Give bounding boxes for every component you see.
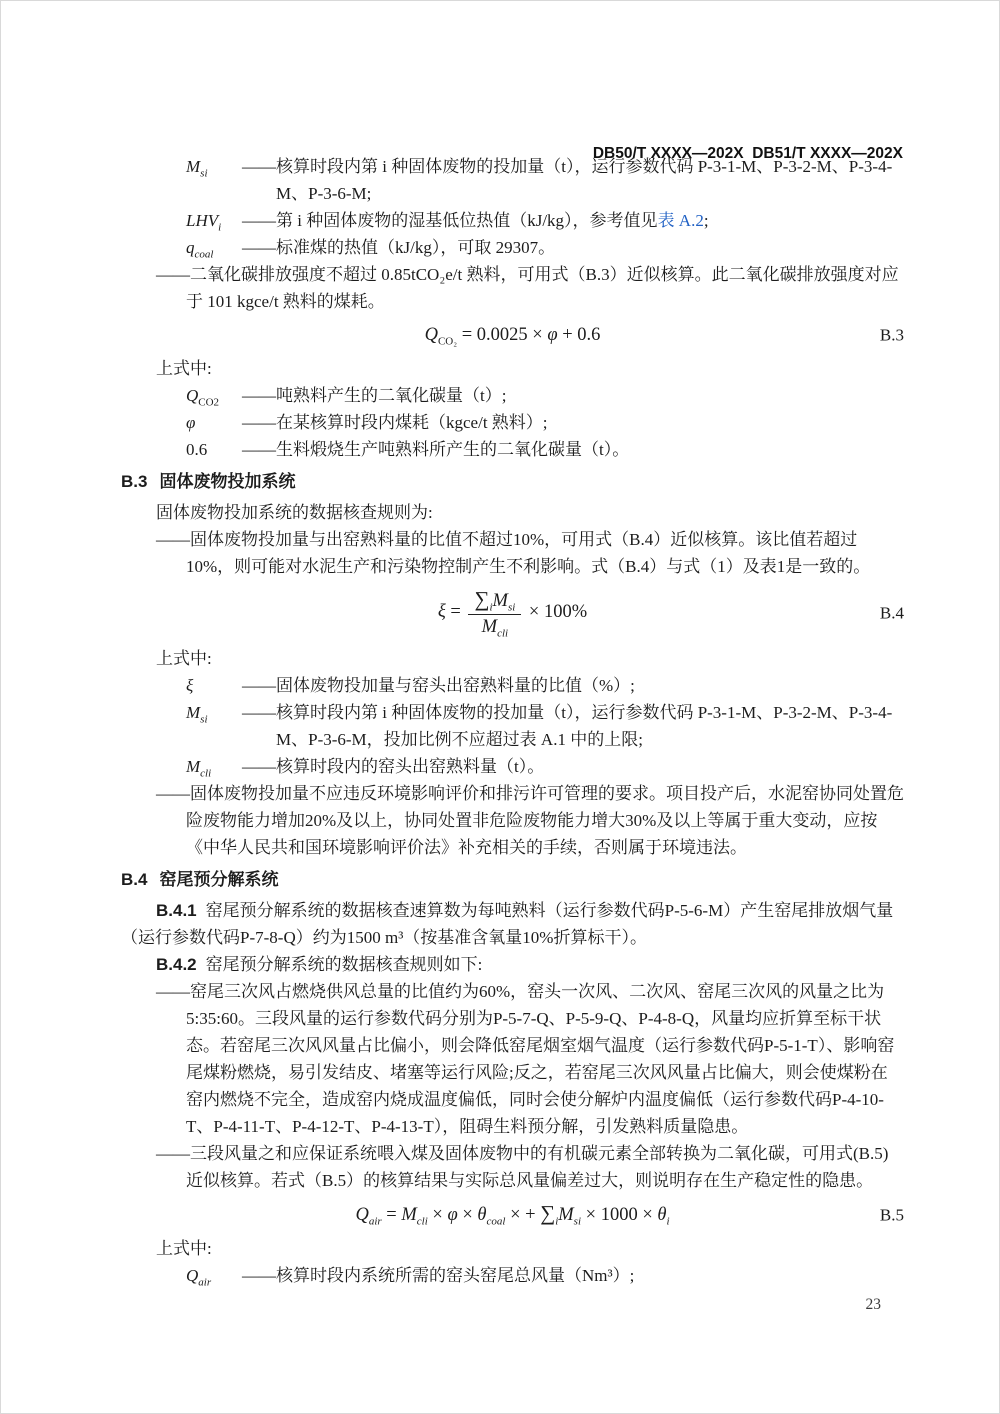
symbol-subscript: CO2 — [198, 396, 220, 409]
section-heading-b4 — [121, 866, 904, 893]
above-formula-label: 上式中: — [156, 1239, 212, 1259]
symbol-term — [186, 753, 242, 780]
clause-number: B.4.1 — [156, 901, 197, 921]
definition-text: ——核算时段内系统所需的窑头窑尾总风量（Nm³）; — [242, 1266, 635, 1286]
symbol: M — [186, 757, 201, 777]
content-area — [121, 153, 904, 1289]
definition-text: ——吨熟料产生的二氧化碳量（t）; — [242, 386, 507, 405]
definition-text-pre: ——第 i 种固体废物的湿基低位热值（kJ/kg），参考值见 — [242, 211, 658, 230]
equation-number: B.3 — [879, 325, 904, 345]
dash-list-item-wind-sum: ——三段风量之和应保证系统喂入煤及固体废物中的有机碳元素全部转换为二氧化碳，可用式(B.5)近似核算。若式（B.5）的核算结果与实际总风量偏差过大，则说明存在生产稳定性的隐患。 — [156, 1144, 889, 1191]
symbol: 0.6 — [186, 440, 208, 459]
formula-b4 — [121, 586, 904, 639]
definition-item-msi — [186, 153, 904, 207]
definition-item-xi — [186, 672, 904, 699]
dash-list-item-environment-rule: ——固体废物投加量不应违反环境影响评价和排污许可管理的要求。项目投产后，水泥窑协同处置危险废物能力增加20%及以上，协同处置非危险废物能力增大30%及以上等属于重大变动，应按《中华人民共和国环境影响评价法》补充相关的手续，否则属于环境违法。 — [156, 784, 904, 858]
definition-item-lhv — [186, 207, 904, 234]
formula-subscript: i — [555, 1215, 559, 1228]
above-formula-label: 上式中: — [156, 649, 212, 669]
formula-subscript: cli — [497, 627, 509, 640]
dash-list-item-ratio-rule: ——固体废物投加量与出窑熟料量的比值不超过10%，可用式（B.4）近似核算。该比值若超过10%，则可能对水泥生产和污染物控制产生不利影响。式（B.4）与式（1）及表1是一致的。 — [156, 530, 871, 576]
formula-subscript: cli — [416, 1215, 428, 1228]
formula-operator: × — [427, 1205, 448, 1226]
formula-subscript: air — [368, 1215, 382, 1228]
section-heading-b3 — [121, 468, 904, 495]
formula-var: M — [481, 617, 498, 638]
symbol-term — [186, 382, 242, 409]
symbol-term — [186, 234, 242, 261]
dash-list-item-co2-intensity: ——二氧化碳排放强度不超过 0.85tCO₂e/t 熟料，可用式（B.3）近似核算。此二氧化碳排放强度对应于 101 kgce/t 熟料的煤耗。 — [156, 265, 899, 311]
formula-b3 — [121, 321, 904, 349]
formula-b5-expression — [355, 1201, 670, 1228]
formula-subscript: si — [573, 1215, 582, 1228]
symbol: ξ — [186, 676, 194, 696]
definition-text: ——固体废物投加量与窑头出窑熟料量的比值（%）; — [242, 676, 635, 696]
symbol-term — [186, 1262, 242, 1289]
symbol: φ — [186, 413, 196, 432]
definition-item-qair — [186, 1262, 904, 1289]
fraction-denominator — [468, 615, 521, 639]
symbol-term — [186, 699, 242, 753]
definition-item-phi — [186, 409, 904, 436]
definition-text — [242, 207, 904, 234]
formula-operator: × 1000 × — [581, 1205, 658, 1226]
definition-item-06 — [186, 436, 904, 463]
symbol-subscript: si — [200, 713, 208, 726]
formula-b4-expression — [437, 587, 588, 640]
symbol-term — [186, 672, 242, 699]
formula-var: θ — [477, 1205, 487, 1226]
formula-operator: × — [457, 1205, 478, 1226]
definition-text: ——在某核算时段内煤耗（kgce/t 熟料）; — [242, 413, 548, 432]
formula-operator: × 100% — [524, 601, 588, 622]
definition-item-mcli — [186, 753, 904, 780]
definition-item-qco2 — [186, 382, 904, 409]
definition-text: ——核算时段内第 i 种固体废物的投加量（t），运行参数代码 P-3-1-M、P-3-2-M、P-3-4-M、P-3-6-M; — [242, 157, 893, 203]
paragraph-b3-intro: 固体废物投加系统的数据核查规则为: — [156, 503, 433, 522]
table-a2-link[interactable]: 表 A.2 — [657, 211, 704, 230]
symbol-subscript: cli — [200, 767, 212, 780]
equation-number: B.4 — [879, 603, 904, 623]
formula-var: θ — [657, 1205, 667, 1226]
symbol-term — [186, 436, 242, 463]
formula-var: ξ — [437, 601, 446, 622]
symbol-subscript: air — [198, 1276, 212, 1289]
above-formula-label: 上式中: — [156, 359, 212, 378]
formula-b3-expression — [424, 325, 601, 348]
formula-subscript: i — [666, 1215, 670, 1228]
symbol: M — [186, 157, 201, 176]
formula-var: M — [401, 1205, 417, 1226]
symbol: Q — [186, 1266, 199, 1286]
symbol: M — [186, 703, 201, 723]
clause-number: B.4.2 — [156, 955, 197, 975]
formula-subscript: i — [489, 601, 493, 614]
sigma-operator: ∑ — [540, 1201, 556, 1226]
formula-subscript: coal — [486, 1215, 506, 1228]
symbol: Q — [186, 386, 199, 405]
formula-operator: × + — [505, 1205, 541, 1226]
section-title: 窑尾预分解系统 — [159, 870, 279, 890]
symbol: LHV — [186, 211, 219, 230]
equation-number: B.5 — [879, 1205, 904, 1225]
definition-text: ——生料煅烧生产吨熟料所产生的二氧化碳量（t）。 — [242, 440, 630, 459]
formula-operator: = 0.0025 × — [457, 325, 548, 345]
symbol-subscript: coal — [194, 248, 214, 261]
symbol-term — [186, 153, 242, 207]
formula-operator: = — [445, 601, 466, 622]
formula-var: Q — [355, 1205, 369, 1226]
dash-list-item-wind-ratio: ——窑尾三次风占燃烧供风总量的比值约为60%，窑头一次风、二次风、窑尾三次风的风量之比为5:35:60。三段风量的运行参数代码分别为P-5-7-Q、P-5-9-Q、P-4-8-Q，风量均应折算至标干状态。若窑尾三次风风量占比偏小，则会降低窑尾烟室烟气温度（运行参数代码P-5-1-T）、影响窑尾煤粉燃烧，易引发结皮、堵塞等运行风险;反之，若窑尾三次风风量占比偏大，则会使煤粉在窑内燃烧不完全，造成窑内烧成温度偏低，同时会使分解炉内温度偏低（运行参数代码P-4-10-T、P-4-11-T、P-4-12-T、P-4-13-T），阻碍生料预分解，引发熟料质量隐患。 — [156, 982, 895, 1137]
sigma-operator: ∑ — [474, 587, 490, 611]
doc-codes: DB50/T XXXX—202X DB51/T XXXX—202X — [592, 145, 903, 162]
clause-text: 窑尾预分解系统的数据核查规则如下: — [205, 955, 483, 975]
section-number: B.3 — [121, 472, 148, 491]
definition-text-post: ; — [703, 211, 709, 230]
section-number: B.4 — [121, 870, 148, 890]
clause-b42 — [121, 951, 904, 978]
clause-b41 — [121, 897, 904, 951]
formula-operator: = — [381, 1205, 402, 1226]
formula-var: M — [558, 1205, 574, 1226]
clause-text: 窑尾预分解系统的数据核查速算数为每吨熟料（运行参数代码P-5-6-M）产生窑尾排放烟气量（运行参数代码P-7-8-Q）约为1500 m³（按基准含氧量10%折算标干）。 — [121, 901, 894, 948]
formula-subscript: CO₂ — [437, 335, 458, 348]
symbol-subscript: si — [200, 167, 208, 180]
symbol-subscript: i — [218, 221, 222, 234]
formula-var: φ — [547, 325, 558, 345]
fraction-numerator — [468, 586, 521, 615]
section-title: 固体废物投加系统 — [159, 472, 296, 491]
page-number: 23 — [865, 1296, 881, 1313]
formula-var: M — [492, 591, 508, 611]
formula-subscript: si — [507, 601, 516, 614]
formula-var: Q — [424, 325, 438, 345]
symbol-term — [186, 409, 242, 436]
formula-b5 — [121, 1200, 904, 1229]
symbol-term — [186, 207, 242, 234]
formula-operator: + 0.6 — [557, 325, 601, 345]
definition-text: ——核算时段内的窑头出窑熟料量（t）。 — [242, 757, 545, 777]
formula-var: φ — [447, 1205, 458, 1226]
definition-item-qcoal — [186, 234, 904, 261]
fraction — [468, 586, 521, 639]
symbol: q — [186, 238, 195, 257]
definition-text: ——标准煤的热值（kJ/kg），可取 29307。 — [242, 238, 556, 257]
definition-text: ——核算时段内第 i 种固体废物的投加量（t），运行参数代码 P-3-1-M、P-3-2-M、P-3-4-M、P-3-6-M，投加比例不应超过表 A.1 中的上限; — [242, 703, 893, 750]
definition-item-msi2 — [186, 699, 904, 753]
